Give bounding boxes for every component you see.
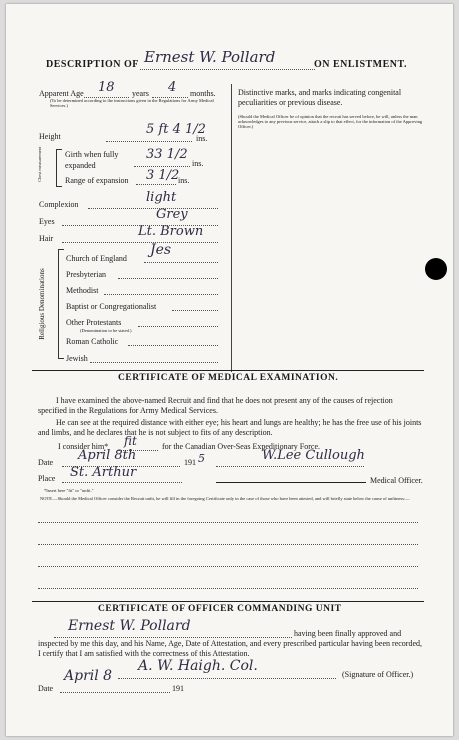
girth-line: [134, 166, 190, 167]
age-years: 18: [98, 80, 115, 95]
officer-name-line: [54, 637, 292, 638]
section-rule: [32, 601, 424, 602]
complexion-value: light: [146, 190, 177, 205]
officer-text-suffix: having been finally approved and: [294, 629, 402, 638]
column-divider: [231, 84, 232, 372]
unfit-reason-line: [38, 544, 418, 545]
denomination-note: (Denomination to be stated.): [80, 328, 132, 333]
place-value: St. Arthur: [70, 465, 137, 480]
officer-signature-label: (Signature of Officer.): [342, 670, 414, 679]
medical-year-prefix: 191: [184, 458, 196, 467]
expansion-ins-label: ins.: [178, 176, 190, 185]
unfit-reason-line: [38, 588, 418, 589]
denomination-item: Baptist or Congregationalist: [66, 302, 157, 311]
attestation-page: [6, 4, 453, 736]
denomination-item: Methodist: [66, 286, 99, 295]
denomination-item: Jewish: [66, 354, 88, 363]
age-note: (To be determined according to the instructions given in the Regulations for Army Medical Services.): [50, 98, 214, 108]
expansion-value: 3 1/2: [146, 168, 180, 183]
denomination-item: Church of England: [66, 254, 127, 263]
medical-para2: He can see at the required distance with either eye; his heart and lungs are healthy; he has the free use of his joints and limbs, and he declares that he is not subject to fits of any description.: [38, 418, 422, 437]
denomination-item: Roman Catholic: [66, 337, 119, 346]
consider-suffix: for the Canadian Over-Seas Expeditionary Force.: [162, 442, 321, 451]
recruit-name: Ernest W. Pollard: [144, 48, 276, 66]
place-label: Place: [38, 474, 56, 483]
years-label: years: [132, 89, 149, 98]
denomination-line: [172, 310, 218, 311]
religious-label: Religious Denominations: [38, 268, 46, 340]
unfit-reason-line: [38, 522, 418, 523]
medical-officer-signature: W.Lee Cullough: [262, 448, 365, 463]
marks-label: Distinctive marks, and marks indicating congenital peculiarities or previous disease.: [238, 88, 402, 107]
unfit-reason-line: [38, 566, 418, 567]
officer-signature-line: [118, 678, 336, 679]
denomination-line: [128, 345, 218, 346]
medical-title: CERTIFICATE OF MEDICAL EXAMINATION.: [118, 373, 339, 383]
officer-date-label: Date: [38, 684, 54, 693]
unfit-note: NOTE.—Should the Medical Officer consider the Recruit unfit, he will fill in the foregoing Certificate only in the case of those who have been attested, and will briefly state below the cause of unfitness:—: [40, 496, 410, 501]
commanding-officer-signature: A. W. Haigh. Col.: [138, 658, 258, 674]
chest-bracket: [56, 149, 62, 187]
expansion-label: Range of expansion: [65, 176, 129, 185]
religion-bracket: [58, 249, 64, 359]
religion-value: Jes: [150, 242, 172, 258]
denomination-line: [104, 294, 218, 295]
eyes-value: Grey: [156, 207, 188, 222]
height-value: 5 ft 4 1/2: [146, 122, 206, 137]
age-months: 4: [168, 80, 177, 95]
consider-prefix: I consider him*: [58, 442, 109, 451]
medical-date-value: April 8th: [78, 448, 137, 463]
hair-value: Lt. Brown: [138, 224, 204, 239]
fitness-value: fit: [124, 434, 137, 448]
officer-para: inspected by me this day, and his Name, Age, Date of Attestation, and every prescribed particular having been recorded, I certify that I am satisfied with the correctness of this Attestation.: [38, 639, 423, 658]
denomination-item: Other Protestants: [66, 318, 122, 327]
eyes-label: Eyes: [39, 217, 55, 226]
denomination-line: [144, 262, 218, 263]
expansion-line: [136, 184, 176, 185]
denomination-line: [118, 278, 218, 279]
officer-title: CERTIFICATE OF OFFICER COMMANDING UNIT: [98, 604, 342, 614]
girth-value: 33 1/2: [146, 147, 188, 162]
officer-recruit-name: Ernest W. Pollard: [68, 618, 191, 634]
description-suffix: ON ENLISTMENT.: [314, 59, 407, 70]
hair-label: Hair: [39, 234, 54, 243]
medical-officer-label: Medical Officer.: [370, 476, 423, 485]
denomination-item: Presbyterian: [66, 270, 106, 279]
name-line: [140, 69, 315, 70]
complexion-label: Complexion: [39, 200, 79, 209]
height-label: Height: [39, 132, 61, 141]
medical-para1: I have examined the above-named Recruit and find that he does not present any of the causes of rejection specified in the Regulations for Army Medical Services.: [38, 396, 393, 415]
girth-label: Girth when fully expanded: [65, 150, 119, 170]
girth-ins-label: ins.: [192, 159, 204, 168]
height-ins-label: ins.: [196, 134, 208, 143]
binder-hole: [425, 258, 447, 280]
officer-date-line: [60, 692, 170, 693]
officer-date-value: April 8: [64, 668, 113, 684]
chest-label: Chest measurement: [37, 146, 42, 182]
age-label: Apparent Age: [39, 89, 84, 98]
officer-year-prefix: 191: [172, 684, 184, 693]
medical-officer-line: [216, 482, 366, 483]
medical-signature-line: [216, 466, 364, 467]
medical-date-label: Date: [38, 458, 54, 467]
hair-line: [62, 242, 218, 243]
section-rule: [32, 370, 424, 371]
place-line: [62, 482, 182, 483]
denomination-line: [90, 362, 218, 363]
marks-note: (Should the Medical Officer be of opinion that the recruit has served before, he will, unless the man acknowledges to any previous service, attach a slip to that effect, for the information of the Approving Officer.): [238, 114, 423, 129]
denomination-line: [138, 326, 218, 327]
months-label: months.: [190, 89, 216, 98]
height-line: [106, 141, 192, 142]
medical-year-value: 5: [198, 452, 205, 465]
description-prefix: DESCRIPTION OF: [46, 59, 139, 70]
complexion-line: [88, 208, 218, 209]
fit-footnote: *Insert here "fit" or "unfit.": [44, 488, 94, 493]
